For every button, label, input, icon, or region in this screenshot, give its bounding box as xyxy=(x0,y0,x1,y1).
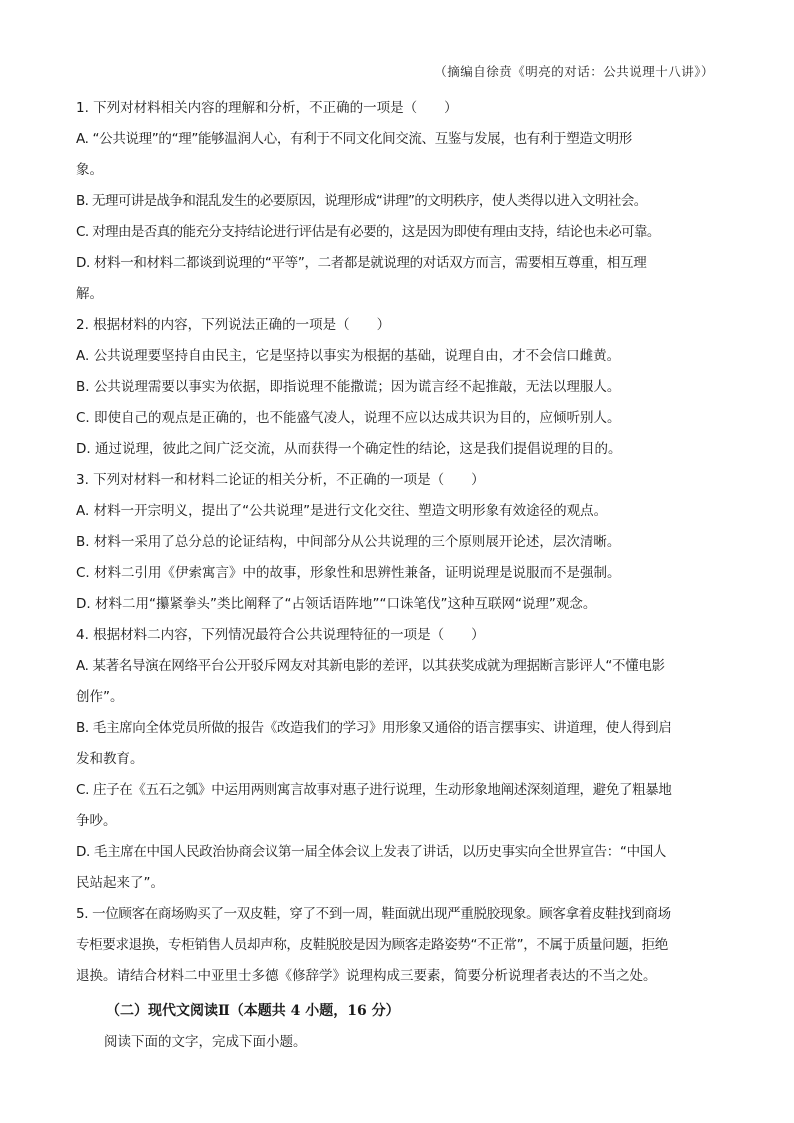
q3-option-a: A. 材料一开宗明义，提出了“公共说理”是进行文化交往、塑造文明形象有效途径的观点。 xyxy=(76,503,608,519)
q1-option-a-line1: A. “公共说理”的“理”能够温润人心，有利于不同文化间交流、互鉴与发展，也有利于塑造文明形 xyxy=(76,131,632,147)
q3-option-d: D. 材料二用“攥紧拳头”类比阐释了“占领话语阵地”“口诛笔伐”这种互联网“说理”观念。 xyxy=(76,596,597,612)
q1-option-a-line2: 象。 xyxy=(76,162,103,178)
question-1-stem: 1. 下列对材料相关内容的理解和分析，不正确的一项是（ ） xyxy=(76,100,458,116)
q1-option-d-line2: 解。 xyxy=(76,286,103,302)
q4-option-a-line1: A. 某著名导演在网络平台公开驳斥网友对其新电影的差评，以其获奖成就为理据断言影评人“不懂电影 xyxy=(76,658,665,674)
question-content xyxy=(76,93,724,1058)
q1-option-d-line1: D. 材料一和材料二都谈到说理的“平等”，二者都是就说理的对话双方而言，需要相互尊重，相互理 xyxy=(76,255,647,271)
q1-option-c: C. 对理由是否真的能充分支持结论进行评估是有必要的，这是因为即使有理由支持，结论也未必可靠。 xyxy=(76,224,660,240)
q1-option-b: B. 无理可讲是战争和混乱发生的必要原因，说理形成“讲理”的文明秩序，使人类得以进入文明社会。 xyxy=(76,193,647,209)
q2-option-a: A. 公共说理要坚持自由民主，它是坚持以事实为根据的基础，说理自由，才不会信口雌黄。 xyxy=(76,348,621,364)
q3-option-c: C. 材料二引用《伊索寓言》中的故事，形象性和思辨性兼备，证明说理是说服而不是强制。 xyxy=(76,565,621,581)
q4-option-b-line1: B. 毛主席向全体党员所做的报告《改造我们的学习》用形象又通俗的语言摆事实、讲道理，使人得到启 xyxy=(76,720,672,736)
section-heading: （二）现代文阅读Ⅱ（本题共 4 小题，16 分） xyxy=(106,1003,400,1019)
q4-option-d-line2: 民站起来了”。 xyxy=(76,875,164,891)
section-instruction: 阅读下面的文字，完成下面小题。 xyxy=(104,1034,307,1050)
question-3-stem: 3. 下列对材料一和材料二论证的相关分析，不正确的一项是（ ） xyxy=(76,472,485,488)
q3-option-b: B. 材料一采用了总分总的论证结构，中间部分从公共说理的三个原则展开论述，层次清晰。 xyxy=(76,534,621,550)
q2-option-c: C. 即使自己的观点是正确的，也不能盛气凌人，说理不应以达成共识为目的，应倾听别人。 xyxy=(76,410,621,426)
source-citation: （摘编自徐贲《明亮的对话：公共说理十八讲》） xyxy=(434,64,714,79)
q4-option-b-line2: 发和教育。 xyxy=(76,751,144,767)
question-5-line2: 专柜要求退换，专柜销售人员却声称，皮鞋脱胶是因为顾客走路姿势“不正常”，不属于质量问题，拒绝 xyxy=(76,937,668,953)
question-5-line1: 5. 一位顾客在商场购买了一双皮鞋，穿了不到一周，鞋面就出现严重脱胶现象。顾客拿着皮鞋找到商场 xyxy=(76,906,671,922)
q2-option-b: B. 公共说理需要以事实为依据，即指说理不能撒谎；因为谎言经不起推敲，无法以理服人。 xyxy=(76,379,621,395)
q4-option-c-line1: C. 庄子在《五石之瓠》中运用两则寓言故事对惠子进行说理，生动形象地阐述深刻道理，避免了粗暴地 xyxy=(76,782,672,798)
q4-option-c-line2: 争吵。 xyxy=(76,813,117,829)
q4-option-d-line1: D. 毛主席在中国人民政治协商会议第一届全体会议上发表了讲话，以历史事实向全世界宣告：“中国人 xyxy=(76,844,667,860)
q2-option-d: D. 通过说理，彼此之间广泛交流，从而获得一个确定性的结论，这是我们提倡说理的目的。 xyxy=(76,441,622,457)
question-4-stem: 4. 根据材料二内容，下列情况最符合公共说理特征的一项是（ ） xyxy=(76,627,485,643)
question-5-line3: 退换。请结合材料二中亚里士多德《修辞学》说理构成三要素，简要分析说理者表达的不当之处。 xyxy=(76,968,657,984)
q4-option-a-line2: 创作”。 xyxy=(76,689,124,705)
question-2-stem: 2. 根据材料的内容，下列说法正确的一项是（ ） xyxy=(76,317,391,333)
